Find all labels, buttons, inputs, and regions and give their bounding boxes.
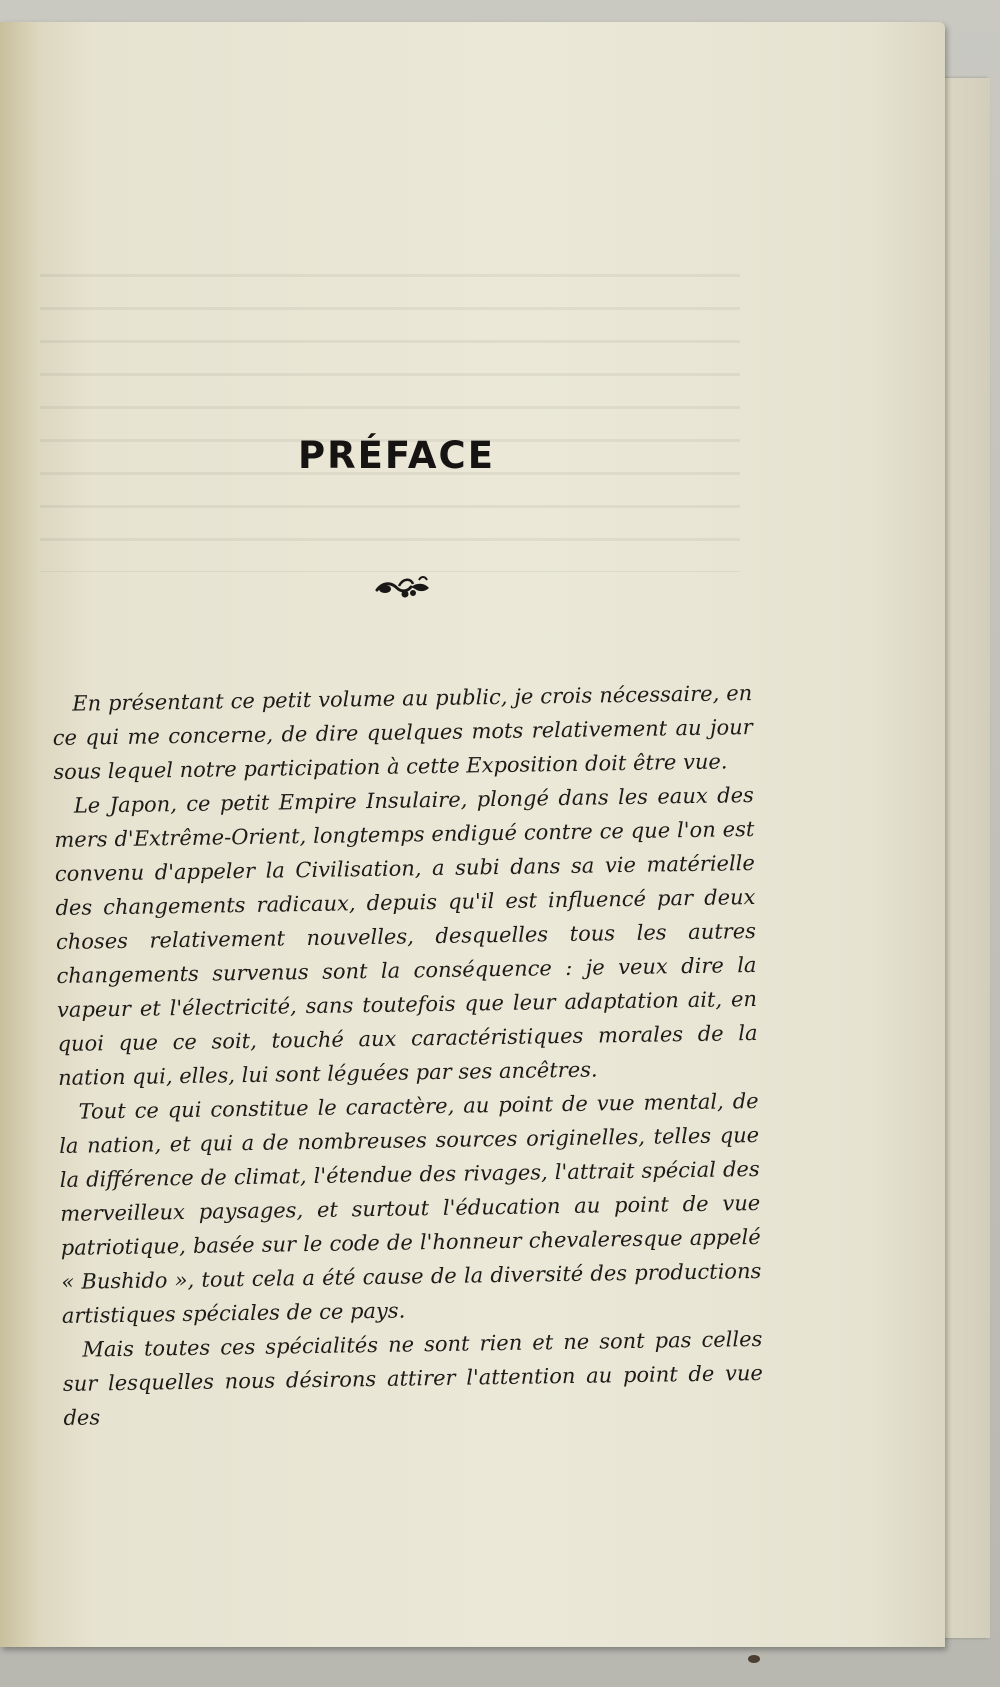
ink-speck [748, 1655, 760, 1663]
book-page [0, 22, 945, 1647]
show-through-text [40, 252, 740, 572]
paragraph-1: En présentant ce petit volume au public, je crois nécessaire, en ce qui me concerne, de dire quelques mots relativement au jour sous lequel notre participation à cette Exposition doit être vue. [52, 681, 753, 784]
paragraph-2: Le Japon, ce petit Empire Insulaire, plongé dans les eaux des mers d'Extrême-Orient, longtemps endigué contre ce que l'on est convenu d'appeler la Civilisation, a subi dans sa vie matérielle des changements radicaux, depuis qu'il est influencé par deux choses relativement nouvelles, desquelles tous les autres changements survenus sont la conséquence : je veux dire la vapeur et l'électricité, sans toutefois que leur adaptation ait, en quoi que ce soit, touché aux caractéristiques morales de la nation qui, elles, lui sont léguées par ses ancêtres. [54, 782, 758, 1090]
paragraph-4: Mais toutes ces spécialités ne sont rien et ne sont pas celles sur lesquelles nous désirons attirer l'attention au point de vue des [62, 1326, 764, 1430]
page-title: PRÉFACE [298, 434, 495, 477]
paragraph-3: Tout ce qui constitue le caractère, au point de vue mental, de la nation, et qui a de nombreuses sources originelles, telles que la différence de climat, l'étendue des rivages, l'attrait spécial des merveilleux paysages, et surtout l'éducation au point de vue patriotique, basée sur le code de l'honneur chevaleresque appelé « Bushido », tout cela a été cause de la diversité des productions artistiques spéciales de ce pays. [59, 1088, 762, 1328]
floral-ornament-icon [375, 574, 431, 600]
preface-text [52, 676, 764, 1435]
